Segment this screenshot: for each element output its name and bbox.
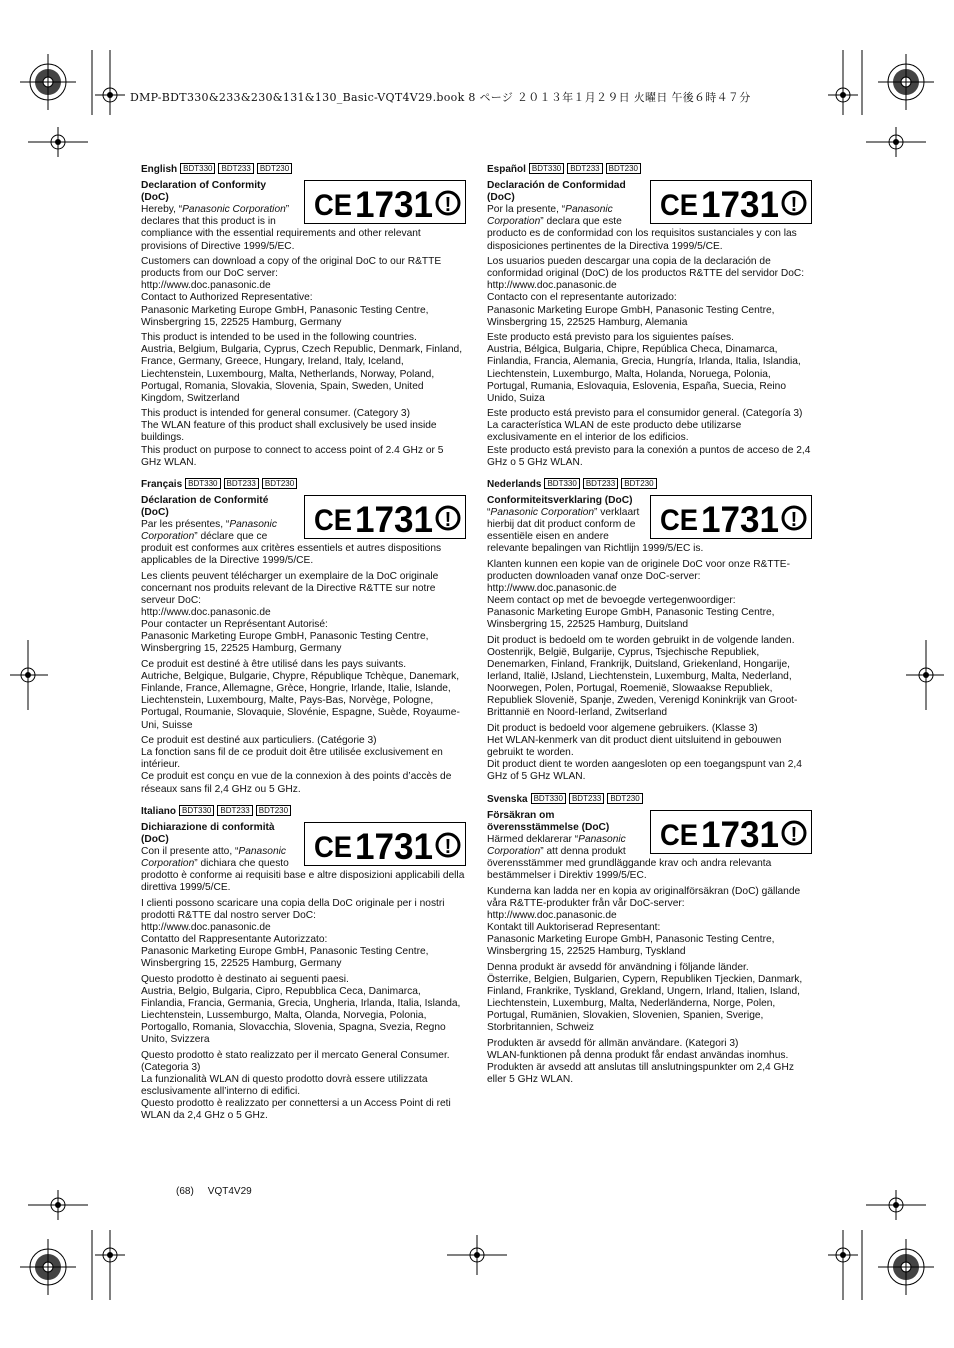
notified-body-number: 1731 <box>701 184 779 226</box>
doc-url: http://www.doc.panasonic.de <box>487 583 617 594</box>
model-badge: BDT233 <box>569 793 604 804</box>
crosshair-icon-left-lower <box>28 1190 88 1220</box>
model-badge: BDT330 <box>179 805 214 816</box>
declaration-title: Declaration of Conformity (DoC) <box>141 180 267 204</box>
ce-mark-icon <box>305 823 467 867</box>
doc-url: http://www.doc.panasonic.de <box>487 909 617 921</box>
section-heading: Italiano BDT330 BDT233 BDT230 <box>141 805 466 818</box>
ce-mark-box <box>304 495 466 539</box>
crosshair-icon-left-mid <box>10 640 48 710</box>
paragraph: Ce produit est destiné à être utilisé dans les pays suivants. Autriche, Belgique, Bulgarie, Chypre, République Tchèque, Danemark, Finlande, France, Allemagne, Grèce, Hongrie, Irlande, Italie, Islande, Liechtenstein, Luxembourg, Malte, Pays-Bas, Norvège, Pologne, Portugal, Roumanie, Slovaquie, Slovénie, Espagne, Suède, Royaume-Uni, Suisse <box>141 659 460 731</box>
paragraph: This product is intended to be used in the following countries. Austria, Belgium, Bulgaria, Cyprus, Czech Republic, Denmark, Finland, France, Germany, Greece, Hungary, Ireland, Italy, Iceland, Liechtenstein, Luxembourg, Malta, Netherlands, Norway, Poland, Portugal, Romania, Slovakia, Slovenia, Spain, Sweden, United Kingdom, Switzerland <box>141 332 463 404</box>
ce-mark-box <box>650 180 812 224</box>
crosshair-icon-bottom-center <box>447 1235 507 1275</box>
ce-mark-icon <box>651 496 813 540</box>
ce-letters: CE <box>314 189 352 223</box>
declaration-title: Dichiarazione di conformità (DoC) <box>141 821 275 845</box>
alert-exclamation: ! <box>790 508 798 531</box>
ce-mark-icon <box>305 181 467 225</box>
crosshair-icon-bottom-left <box>20 1239 76 1295</box>
ce-mark-box <box>650 495 812 539</box>
declaration-title: Försäkran om överensstämmelse (DoC) <box>487 809 610 833</box>
declaration-title: Déclaration de Conformité (DoC) <box>141 494 269 518</box>
model-badge: BDT230 <box>256 805 291 816</box>
model-badge: BDT233 <box>224 478 259 489</box>
alert-exclamation: ! <box>790 194 798 217</box>
doc-url: http://www.doc.panasonic.de <box>487 280 617 292</box>
ce-mark-box <box>650 810 812 854</box>
paragraph: Questo prodotto è destinato ai seguenti paesi. Austria, Belgio, Bulgaria, Cipro, Repubblica Ceca, Danimarca, Finlandia, Francia, Germania, Grecia, Ungheria, Irlanda, Italia, Islanda, Liechtenstein, Lussemburgo, Malta, Olanda, Norvegia, Polonia, Portogallo, Romania, Slovacchia, Slovenia, Spagna, Svezia, Regno Unito, Svizzera <box>141 973 461 1046</box>
print-header: DMP-BDT330&233&230&131&130_Basic-VQT4V29.book 8 ページ ２０１３年１月２９日 火曜日 午後６時４７分 <box>130 91 751 104</box>
page-footer <box>176 1186 266 1197</box>
section-espanol: Español BDT330 BDT233 BDT230 CE 1731 ! Declaración de Conformidad (DoC) Por la presente, “Panasonic Corporation” declara que este producto es de conformidad con los requisitos sustanciales y con las disposiciones pertinentes de la Directiva 1999/5/CE. Los usuarios pueden descargar una copia de la declaración de conformidad original (DoC) de los productos R&TTE del servidor DoC: http://www.doc.panasonic.de Contacto con el representante autorizado: Panasonic Marketing Europe GmbH, Panasonic Testing Centre, Winsbergring 15, 22525 Hamburg, Alemania Este producto está previsto para los siguientes países. Austria, Bélgica, Bulgaria, Chipre, República Checa, Dinamarca, Finlandia, Francia, Alemania, Grecia, Hungría, Irlanda, Italia, Islandia, Liechtenstein, Luxemburgo, Malta, Holanda, Noruega, Polonia, Portugal, Rumania, Eslovaquia, Eslovenia, España, Suecia, Reino Unido, Suiza Este producto está previsto para el consumidor general. (Categoría 3) La característica WLAN de este producto debe utilizarse exclusivamente en el interior de los edificios. Este producto está previsto para la conexión a puntos de acceso de 2,4 GHz o 5 GHz WLAN. <box>487 163 812 469</box>
notified-body-number: 1731 <box>701 813 779 855</box>
crosshair-icon-top-right <box>878 54 934 110</box>
crosshair-icon-bottom-right <box>878 1239 934 1295</box>
section-heading: Español BDT330 BDT233 BDT230 <box>487 163 812 176</box>
ce-mark-icon <box>305 496 467 540</box>
alert-exclamation: ! <box>444 194 452 217</box>
document-code: VQT4V29 <box>207 1186 252 1197</box>
crosshair-icon-bottom-mid-left <box>95 1230 125 1300</box>
left-column <box>141 163 466 1131</box>
ce-letters: CE <box>660 503 698 537</box>
crosshair-icon-left-upper <box>28 127 88 157</box>
ce-letters: CE <box>314 830 352 864</box>
section-francais: Français BDT330 BDT233 BDT230 CE 1731 ! Déclaration de Conformité (DoC) Par les présentes, “Panasonic Corporation” déclare que ce produit est conformes aux critères essentiels et autres dispositions applicables de la Directive 1999/5/CE. Les clients peuvent télécharger un exemplaire de la DoC originale concernant nos produits relevant de la Directive R&TTE sur notre serveur DoC: http://www.doc.panasonic.de Pour contacter un Représentant Autorisé: Panasonic Marketing Europe GmbH, Panasonic Testing Centre, Winsbergring 15, 22525 Hamburg, Germany Ce produit est destiné à être utilisé dans les pays suivants. Autriche, Belgique, Bulgarie, Chypre, République Tchèque, Danemark, Finlande, France, Allemagne, Grèce, Hongrie, Irlande, Italie, Islande, Liechtenstein, Luxembourg, Malte, Pays-Bas, Norvège, Pologne, Portugal, Roumanie, Slovaquie, Slovénie, Espagne, Suède, Royaume-Uni, Suisse Ce produit est destiné aux particuliers. (Catégorie 3) La fonction sans fil de ce produit doit être utilisée exclusivement en intérieur. Ce produit est conçu en vue de la connexion à des points d’accès de réseaux sans fil 2,4 GHz ou 5 GHz. <box>141 478 466 796</box>
ce-letters: CE <box>314 503 352 537</box>
crosshair-icon-top-left <box>20 54 76 110</box>
declaration-title: Declaración de Conformidad (DoC) <box>487 180 626 204</box>
notified-body-number: 1731 <box>355 825 433 867</box>
paragraph: Este producto está previsto para el consumidor general. (Categoría 3) La característica WLAN de este producto debe utilizarse exclusivamente en el interior de los edificios. Este producto está previsto para la conexión a puntos de acceso de 2,4 GHz o 5 GHz WLAN. <box>487 408 811 468</box>
section-heading: Svenska BDT330 BDT233 BDT230 <box>487 793 812 806</box>
model-badge: BDT330 <box>531 793 566 804</box>
ce-mark-icon <box>651 181 813 225</box>
crosshair-icon-right-lower <box>866 1190 926 1220</box>
notified-body-number: 1731 <box>355 498 433 540</box>
right-column <box>487 163 812 1095</box>
ce-letters: CE <box>660 189 698 223</box>
crosshair-icon-bottom-right-inner <box>828 1230 858 1300</box>
section-english: English BDT330 BDT233 BDT230 CE 1731 ! Declaration of Conformity (DoC) Hereby, “Panasonic Corporation” declares that this product is in compliance with the essential requirements and other relevant provisions of Directive 1999/5/EC. Customers can download a copy of the original DoC to our R&TTE products from our DoC server: http://www.doc.panasonic.de Contact to Authorized Representative: Panasonic Marketing Europe GmbH, Panasonic Testing Centre, Winsbergring 15, 22525 Hamburg, Germany This product is intended to be used in the following countries. Austria, Belgium, Bulgaria, Cyprus, Czech Republic, Denmark, Finland, France, Germany, Greece, Hungary, Ireland, Italy, Iceland, Liechtenstein, Luxembourg, Malta, Netherlands, Norway, Poland, Portugal, Romania, Slovakia, Slovenia, Spain, Sweden, United Kingdom, Switzerland This product is intended for general consumer. (Category 3) The WLAN feature of this product shall exclusively be used inside buildings. This product on purpose to connect to access point of 2.4 GHz or 5 GHz WLAN. <box>141 163 466 469</box>
model-badge: BDT233 <box>217 805 252 816</box>
paragraph: Questo prodotto è stato realizzato per il mercato General Consumer. (Categoria 3) La funzionalità WLAN di questo prodotto dovrà essere utilizzata esclusivamente all’interno di edifici. Questo prodotto è realizzato per connettersi a un Access Point di reti WLAN da 2,4 GHz o 5 GHz. <box>141 1049 451 1122</box>
crosshair-icon-top-mid-left <box>95 50 125 115</box>
declaration-title: Conformiteitsverklaring (DoC) <box>487 494 633 506</box>
model-badge: BDT230 <box>607 793 642 804</box>
doc-url: http://www.doc.panasonic.de <box>141 607 271 619</box>
page-number: (68) <box>176 1186 194 1197</box>
model-badge: BDT233 <box>567 163 602 174</box>
model-badge: BDT330 <box>180 163 215 174</box>
alert-exclamation: ! <box>790 823 798 846</box>
model-badge: BDT233 <box>583 478 618 489</box>
paragraph: Este producto está previsto para los siguientes países. Austria, Bélgica, Bulgaria, Chipre, República Checa, Dinamarca, Finlandia, Francia, Alemania, Grecia, Hungría, Irlanda, Italia, Islandia, Liechtenstein, Luxemburgo, Malta, Holanda, Noruega, Polonia, Portugal, Rumania, Eslovaquia, Eslovenia, España, Suecia, Reino Unido, Suiza <box>487 332 801 404</box>
section-nederlands: Nederlands BDT330 BDT233 BDT230 CE 1731 ! Conformiteitsverklaring (DoC) “Panasonic Corporation” verklaart hierbij dat dit product conform de essentiële eisen en andere relevante bepalingen van Richtlijn 1999/5/EC is. Klanten kunnen een kopie van de originele DoC voor onze R&TTE-producten downloaden vanaf onze DoC-server: http://www.doc.panasonic.de Neem contact op met de bevoegde vertegenwoordiger: Panasonic Marketing Europe GmbH, Panasonic Testing Centre, Winsbergring 15, 22525 Hamburg, Duitsland Dit product is bedoeld om te worden gebruikt in de volgende landen. Oostenrijk, België, Bulgarije, Cyprus, Tsjechische Republiek, Denemarken, Finland, Frankrijk, Duitsland, Griekenland, Hongarije, Ierland, Italië, IJsland, Liechtenstein, Luxemburg, Malta, Nederland, Noorwegen, Polen, Portugal, Roemenië, Slowaakse Republiek, Republiek Slovenië, Spanje, Zweden, Verenigd Koninkrijk van Groot-Brittannië en Noord-Ierland, Zwitserland Dit product is bedoeld voor algemene gebruikers. (Klasse 3) Het WLAN-kenmerk van dit product dient uitsluitend in gebouwen gebruikt te worden. Dit product dient te worden aangesloten op een toegangspunt van 2,4 GHz of 5 GHz WLAN. <box>487 478 812 784</box>
paragraph: Klanten kunnen een kopie van de originele DoC voor onze R&TTE-producten downloaden vanaf onze DoC-server: http://www.doc.panasonic.de Neem contact op met de bevoegde vertegenwoordiger: Panasonic Marketing Europe GmbH, Panasonic Testing Centre, Winsbergring 15, 22525 Hamburg, Duitsland <box>487 558 790 631</box>
section-heading: Français BDT330 BDT233 BDT230 <box>141 478 466 491</box>
section-heading: Nederlands BDT330 BDT233 BDT230 <box>487 478 812 491</box>
model-badge: BDT230 <box>262 478 297 489</box>
model-badge: BDT230 <box>606 163 641 174</box>
paragraph: This product is intended for general consumer. (Category 3) The WLAN feature of this product shall exclusively be used inside buildings. This product on purpose to connect to access point of 2.4 GHz or 5 GHz WLAN. <box>141 408 444 468</box>
notified-body-number: 1731 <box>701 498 779 540</box>
model-badge: BDT233 <box>218 163 253 174</box>
model-badge: BDT330 <box>544 478 579 489</box>
crosshair-icon-right-mid <box>906 640 944 710</box>
model-badge: BDT230 <box>257 163 292 174</box>
ce-mark-icon <box>651 811 813 855</box>
crosshair-icon-right-upper <box>866 127 926 157</box>
section-svenska: Svenska BDT330 BDT233 BDT230 CE 1731 ! Försäkran om överensstämmelse (DoC) Härmed deklarerar “Panasonic Corporation” att denna produkt överensstämmer med grundläggande krav och andra relevanta bestämmelser i Direktiv 1999/5/EC. Kunderna kan ladda ner en kopia av originalförsäkran (DoC) gällande våra R&TTE-produkter från vår DoC-server: http://www.doc.panasonic.de Kontakt till Auktoriserad Representant: Panasonic Marketing Europe GmbH, Panasonic Testing Centre, Winsbergring 15, 22525 Hamburg, Tyskland Denna produkt är avsedd för användning i följande länder. Österrike, Belgien, Bulgarien, Cypern, Republiken Tjeckien, Danmark, Finland, Frankrike, Tyskland, Grekland, Ungern, Irland, Italien, Island, Liechtenstein, Luxemburg, Malta, Nederländerna, Norge, Polen, Portugal, Rumänien, Slovakien, Slovenien, Spanien, Sverige, Storbritannien, Schweiz Produkten är avsedd för allmän användare. (Kategori 3) WLAN-funktionen på denna produkt får endast användas inomhus. Produkten är avsedd att anslutas till anslutningspunkter om 2,4 GHz eller 5 GHz WLAN. <box>487 793 812 1087</box>
paragraph: Produkten är avsedd för allmän användare. (Kategori 3) WLAN-funktionen på denna produkt får endast användas inomhus. Produkten är avsedd att anslutas till anslutningspunkter om 2,4 GHz eller 5 GHz WLAN. <box>487 1037 794 1086</box>
crosshair-icon-top-right-inner <box>828 50 858 115</box>
paragraph: Les clients peuvent télécharger un exemplaire de la DoC originale concernant nos produits relevant de la Directive R&TTE sur notre serveur DoC: http://www.doc.panasonic.de Pour contacter un Représentant Autorisé: Panasonic Marketing Europe GmbH, Panasonic Testing Centre, Winsbergring 15, 22525 Hamburg, Germany <box>141 570 439 655</box>
paragraph: I clienti possono scaricare una copia della DoC originale per i nostri prodotti R&TTE dal nostro server DoC: http://www.doc.panasonic.de Contatto del Rappresentante Autorizzato: Panasonic Marketing Europe GmbH, Panasonic Testing Centre, Winsbergring 15, 22525 Hamburg, Germany <box>141 897 445 970</box>
paragraph: Dit product is bedoeld om te worden gebruikt in de volgende landen. Oostenrijk, België, Bulgarije, Cyprus, Tsjechische Republiek, Denemarken, Finland, Frankrijk, Duitsland, Griekenland, Hongarije, Ierland, Italië, IJsland, Liechtenstein, Luxemburg, Malta, Nederland, Noorwegen, Polen, Portugal, Roemenië, Slowaakse Republiek, Republiek Slovenië, Spanje, Zweden, Verenigd Koninkrijk van Groot-Brittannië en Noord-Ierland, Zwitserland <box>487 634 798 719</box>
paragraph: Dit product is bedoeld voor algemene gebruikers. (Klasse 3) Het WLAN-kenmerk van dit product dient uitsluitend in gebouwen gebruikt te worden. Dit product dient te worden aangesloten op een toegangspunt van 2,4 GHz of 5 GHz WLAN. <box>487 723 802 783</box>
ce-mark-box <box>304 180 466 224</box>
alert-exclamation: ! <box>444 508 452 531</box>
notified-body-number: 1731 <box>355 184 433 226</box>
model-badge: BDT330 <box>185 478 220 489</box>
section-heading: English BDT330 BDT233 BDT230 <box>141 163 466 176</box>
ce-letters: CE <box>660 818 698 852</box>
paragraph: Denna produkt är avsedd för användning i följande länder. Österrike, Belgien, Bulgarien, Cypern, Republiken Tjeckien, Danmark, Finland, Frankrike, Tyskland, Grekland, Ungern, Irland, Italien, Island, Liechtenstein, Luxemburg, Malta, Nederländerna, Norge, Polen, Portugal, Rumänien, Slovakien, Slovenien, Spanien, Sverige, Storbritannien, Schweiz <box>487 961 803 1034</box>
alert-exclamation: ! <box>444 835 452 858</box>
section-italiano: Italiano BDT330 BDT233 BDT230 CE 1731 ! Dichiarazione di conformità (DoC) Con il presente atto, “Panasonic Corporation” dichiara che questo prodotto è conforme ai requisiti base e altre disposizioni applicabili della direttiva 1999/5/CE. I clienti possono scaricare una copia della DoC originale per i nostri prodotti R&TTE dal nostro server DoC: http://www.doc.panasonic.de Contatto del Rappresentante Autorizzato: Panasonic Marketing Europe GmbH, Panasonic Testing Centre, Winsbergring 15, 22525 Hamburg, Germany Questo prodotto è destinato ai seguenti paesi. Austria, Belgio, Bulgaria, Cipro, Repubblica Ceca, Danimarca, Finlandia, Francia, Germania, Grecia, Ungheria, Irlanda, Italia, Islanda, Liechtenstein, Lussemburgo, Malta, Olanda, Norvegia, Polonia, Portogallo, Romania, Slovacchia, Slovenia, Spagna, Svezia, Regno Unito, Svizzera Questo prodotto è stato realizzato per il mercato General Consumer. (Categoria 3) La funzionalità WLAN di questo prodotto dovrà essere utilizzata esclusivamente all’interno di edifici. Questo prodotto è realizzato per connettersi a un Access Point di reti WLAN da 2,4 GHz o 5 GHz. <box>141 805 466 1123</box>
ce-mark-box <box>304 822 466 866</box>
model-badge: BDT330 <box>529 163 564 174</box>
paragraph: Customers can download a copy of the original DoC to our R&TTE products from our DoC server: http://www.doc.panasonic.de Contact to Authorized Representative: Panasonic Marketing Europe GmbH, Panasonic Testing Centre, Winsbergring 15, 22525 Hamburg, Germany <box>141 256 442 328</box>
paragraph: Ce produit est destiné aux particuliers. (Catégorie 3) La fonction sans fil de ce produit doit être utilisée exclusivement en intérieur. Ce produit est conçu en vue de la connexion à des points d’accès de réseaux sans fil 2,4 GHz ou 5 GHz. <box>141 735 452 795</box>
paragraph: Los usuarios pueden descargar una copia de la declaración de conformidad original (DoC) de los productos R&TTE del servidor DoC: http://www.doc.panasonic.de Contacto con el representante autorizado: Panasonic Marketing Europe GmbH, Panasonic Testing Centre, Winsbergring 15, 22525 Hamburg, Alemania <box>487 256 805 328</box>
doc-url: http://www.doc.panasonic.de <box>141 921 271 933</box>
model-badge: BDT230 <box>621 478 656 489</box>
paragraph: Kunderna kan ladda ner en kopia av originalförsäkran (DoC) gällande våra R&TTE-produkter från vår DoC-server: http://www.doc.panasonic.de Kontakt till Auktoriserad Representant: Panasonic Marketing Europe GmbH, Panasonic Testing Centre, Winsbergring 15, 22525 Hamburg, Tyskland <box>487 885 801 958</box>
doc-url: http://www.doc.panasonic.de <box>141 280 271 292</box>
